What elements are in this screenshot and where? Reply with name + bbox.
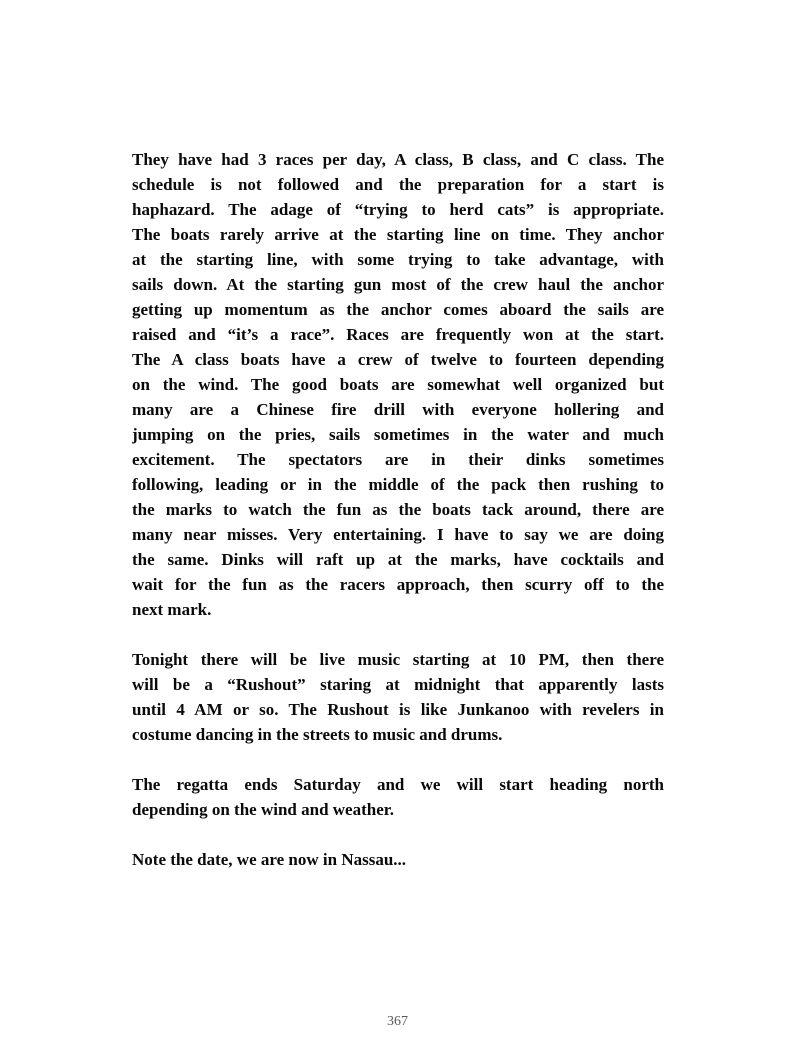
text-line: next mark. bbox=[132, 600, 212, 619]
text-line: following, leading or in the middle of the pack then rushing to bbox=[132, 475, 664, 494]
text-line: many are a Chinese fire drill with everyone hollering and bbox=[132, 400, 664, 419]
paragraph bbox=[132, 772, 664, 822]
text-block bbox=[132, 147, 664, 872]
text-line: excitement. The spectators are in their dinks sometimes bbox=[132, 450, 664, 469]
text-line: jumping on the pries, sails sometimes in the water and much bbox=[132, 425, 664, 444]
paragraph bbox=[132, 147, 664, 622]
text-line: on the wind. The good boats are somewhat well organized but bbox=[132, 375, 664, 394]
text-line: the same. Dinks will raft up at the marks, have cocktails and bbox=[132, 550, 664, 569]
text-line: will be a “Rushout” staring at midnight that apparently lasts bbox=[132, 675, 664, 694]
text-line: until 4 AM or so. The Rushout is like Junkanoo with revelers in bbox=[132, 700, 664, 719]
text-line: costume dancing in the streets to music and drums. bbox=[132, 725, 503, 744]
text-line: The A class boats have a crew of twelve to fourteen depending bbox=[132, 350, 664, 369]
text-line: The regatta ends Saturday and we will start heading north bbox=[132, 775, 664, 794]
text-line: raised and “it’s a race”. Races are frequently won at the start. bbox=[132, 325, 664, 344]
page-number: 367 bbox=[387, 1014, 408, 1029]
paragraph bbox=[132, 847, 664, 872]
text-line: at the starting line, with some trying to take advantage, with bbox=[132, 250, 664, 269]
text-line: Note the date, we are now in Nassau... bbox=[132, 850, 407, 869]
text-line: depending on the wind and weather. bbox=[132, 800, 394, 819]
text-line: many near misses. Very entertaining. I have to say we are doing bbox=[132, 525, 664, 544]
text-line: the marks to watch the fun as the boats tack around, there are bbox=[132, 500, 664, 519]
paragraph bbox=[132, 647, 664, 747]
text-line: Tonight there will be live music starting at 10 PM, then there bbox=[132, 650, 664, 669]
text-line: They have had 3 races per day, A class, B class, and C class. The bbox=[132, 150, 664, 169]
text-line: The boats rarely arrive at the starting line on time. They anchor bbox=[132, 225, 664, 244]
text-line: getting up momentum as the anchor comes aboard the sails are bbox=[132, 300, 664, 319]
text-line: schedule is not followed and the preparation for a start is bbox=[132, 175, 664, 194]
text-line: wait for the fun as the racers approach, then scurry off to the bbox=[132, 575, 664, 594]
text-line: haphazard. The adage of “trying to herd cats” is appropriate. bbox=[132, 200, 664, 219]
text-line: sails down. At the starting gun most of the crew haul the anchor bbox=[132, 275, 664, 294]
